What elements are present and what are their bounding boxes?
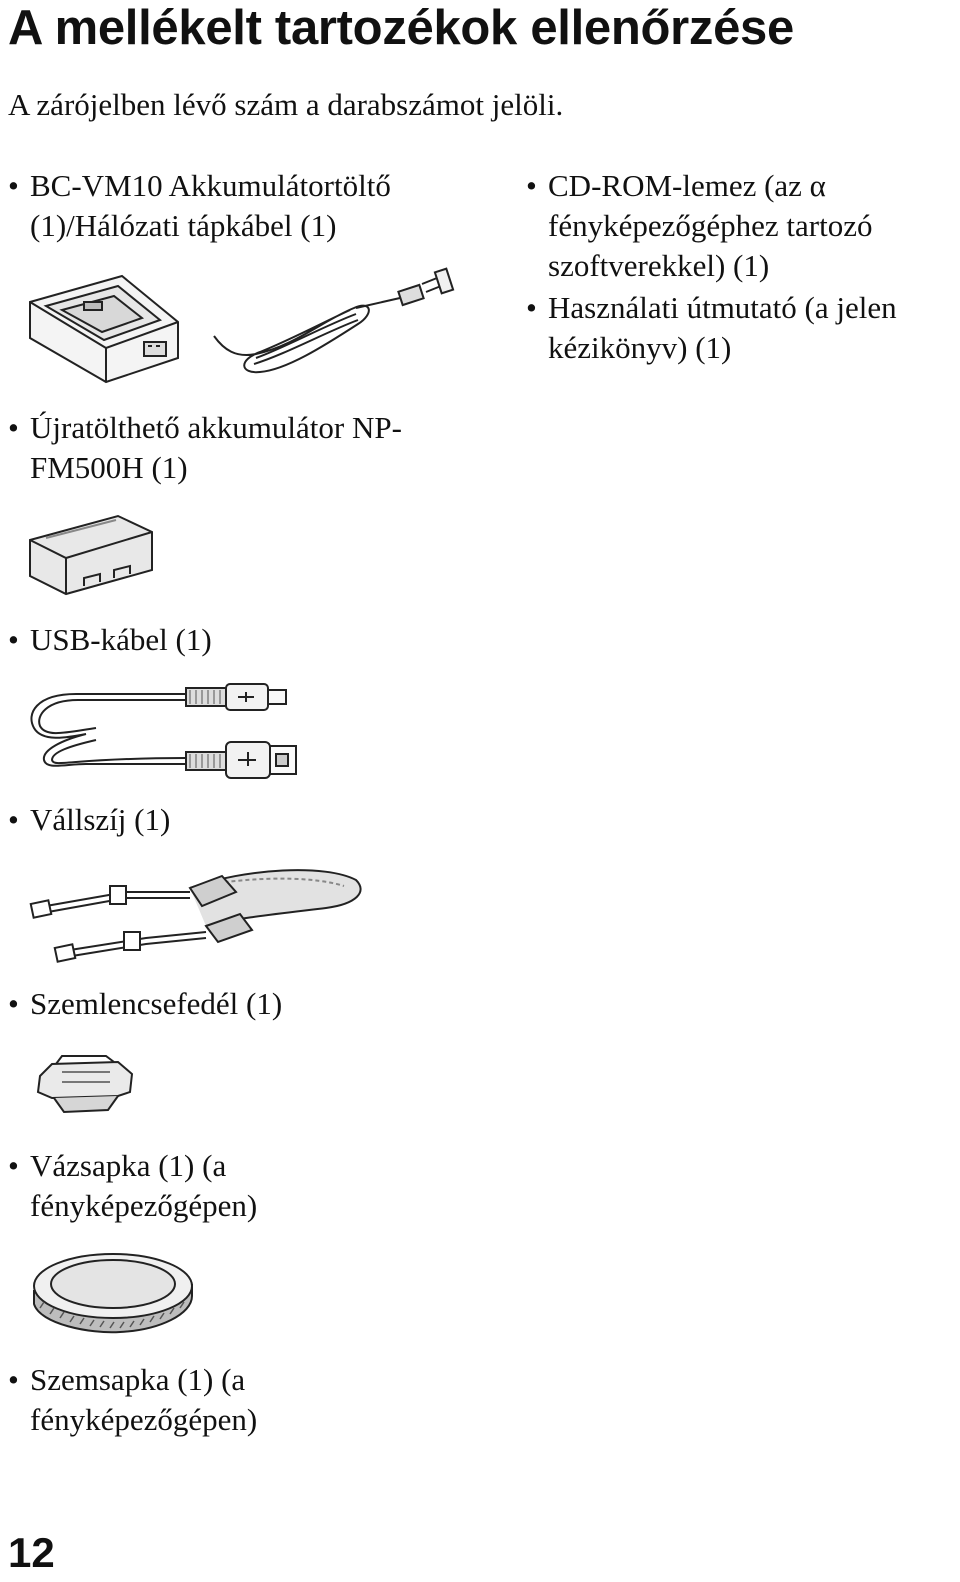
list-item-eyepiece-cover bbox=[8, 984, 282, 1024]
bullet-glyph: • bbox=[8, 802, 19, 837]
bullet-glyph: • bbox=[8, 168, 19, 203]
item-text-line: Vázsapka (1) (a bbox=[30, 1148, 227, 1183]
usb-cable-icon bbox=[26, 680, 306, 780]
bullet-glyph: • bbox=[8, 622, 19, 657]
item-text-line: (1)/Hálózati tápkábel (1) bbox=[30, 208, 337, 243]
list-item-charger bbox=[8, 166, 391, 246]
item-text-line: Vállszíj (1) bbox=[30, 802, 171, 837]
list-item-eyecup bbox=[8, 1360, 257, 1440]
bullet-glyph: • bbox=[8, 1362, 19, 1397]
charger-and-power-cable-icon bbox=[24, 262, 464, 390]
page-number: 12 bbox=[8, 1529, 55, 1576]
body-cap-icon bbox=[30, 1250, 196, 1336]
list-item-usb-cable bbox=[8, 620, 212, 660]
page-title: A mellékelt tartozékok ellenőrzése bbox=[8, 1, 794, 55]
list-item-shoulder-strap bbox=[8, 800, 170, 840]
page-subtitle: A zárójelben lévő szám a darabszámot jelöli. bbox=[8, 87, 564, 122]
eyepiece-cover-icon bbox=[34, 1052, 136, 1116]
item-text-line: fényképezőgépen) bbox=[30, 1188, 258, 1223]
item-text-line: fényképezőgépen) bbox=[30, 1402, 258, 1437]
bullet-glyph: • bbox=[8, 986, 19, 1021]
item-text-line: CD-ROM-lemez (az α bbox=[548, 168, 826, 203]
item-text-line: fényképezőgéphez tartozó bbox=[548, 208, 873, 243]
list-item-battery bbox=[8, 408, 402, 488]
list-item-body-cap bbox=[8, 1146, 257, 1226]
bullet-glyph: • bbox=[526, 290, 537, 325]
item-text-line: szoftverekkel) (1) bbox=[548, 248, 770, 283]
item-text-line: USB-kábel (1) bbox=[30, 622, 212, 657]
item-text-line: BC-VM10 Akkumulátortöltő bbox=[30, 168, 391, 203]
list-item-manual bbox=[526, 288, 897, 368]
item-text-line: FM500H (1) bbox=[30, 450, 188, 485]
shoulder-strap-icon bbox=[26, 862, 366, 966]
item-text-line: kézikönyv) (1) bbox=[548, 330, 732, 365]
bullet-glyph: • bbox=[8, 410, 19, 445]
item-text-line: Újratölthető akkumulátor NP- bbox=[30, 410, 402, 445]
battery-pack-icon bbox=[26, 512, 158, 596]
item-text-line: Szemsapka (1) (a bbox=[30, 1362, 246, 1397]
item-text-line: Szemlencsefedél (1) bbox=[30, 986, 283, 1021]
bullet-glyph: • bbox=[526, 168, 537, 203]
bullet-glyph: • bbox=[8, 1148, 19, 1183]
item-text-line: Használati útmutató (a jelen bbox=[548, 290, 897, 325]
list-item-cd-rom bbox=[526, 166, 872, 286]
